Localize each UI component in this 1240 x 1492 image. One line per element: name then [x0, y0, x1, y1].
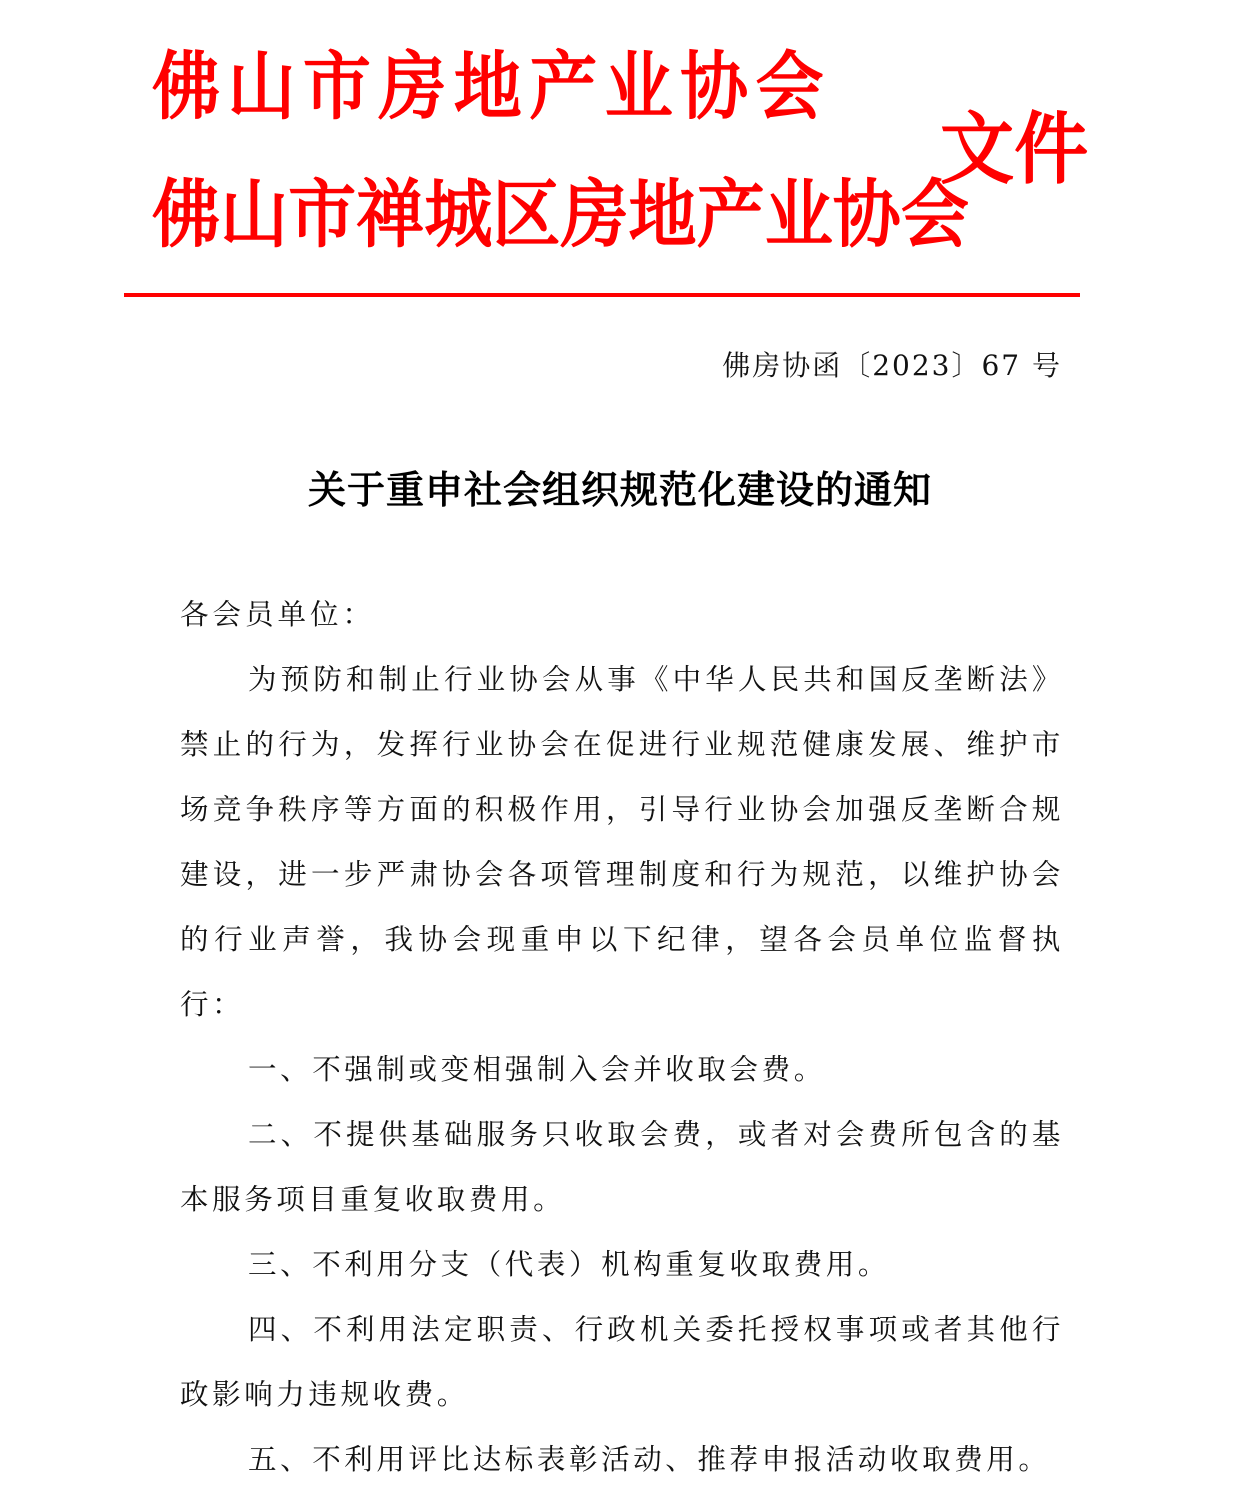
org-name-line-1: 佛山市房地产业协会 — [152, 44, 831, 130]
rule-item-2: 二、不提供基础服务只收取会费，或者对会费所包含的基本服务项目重复收取费用。 — [180, 1118, 1064, 1216]
rule-item-1: 一、不强制或变相强制入会并收取会费。 — [248, 1053, 826, 1086]
rule-item-5: 五、不利用评比达标表彰活动、推荐申报活动收取费用。 — [248, 1443, 1051, 1476]
document-title: 关于重申社会组织规范化建设的通知 — [307, 468, 932, 512]
document-body — [180, 582, 1064, 1492]
org-name-line-2: 佛山市禅城区房地产业协会 — [152, 172, 969, 258]
red-divider — [124, 293, 1080, 297]
salutation: 各会员单位： — [180, 598, 376, 631]
document-number: 佛房协函〔2023〕67 号 — [722, 349, 1062, 382]
rule-item-3: 三、不利用分支（代表）机构重复收取费用。 — [248, 1248, 891, 1281]
document-type-label: 文件 — [940, 105, 1089, 195]
rule-item-4: 四、不利用法定职责、行政机关委托授权事项或者其他行政影响力违规收费。 — [180, 1313, 1064, 1411]
intro-paragraph: 为预防和制止行业协会从事《中华人民共和国反垄断法》禁止的行为，发挥行业协会在促进行业规范健康发展、维护市场竞争秩序等方面的积极作用，引导行业协会加强反垄断合规建设，进一步严肃协会各项管理制度和行为规范，以维护协会的行业声誉，我协会现重申以下纪律，望各会员单位监督执行： — [180, 663, 1064, 1021]
